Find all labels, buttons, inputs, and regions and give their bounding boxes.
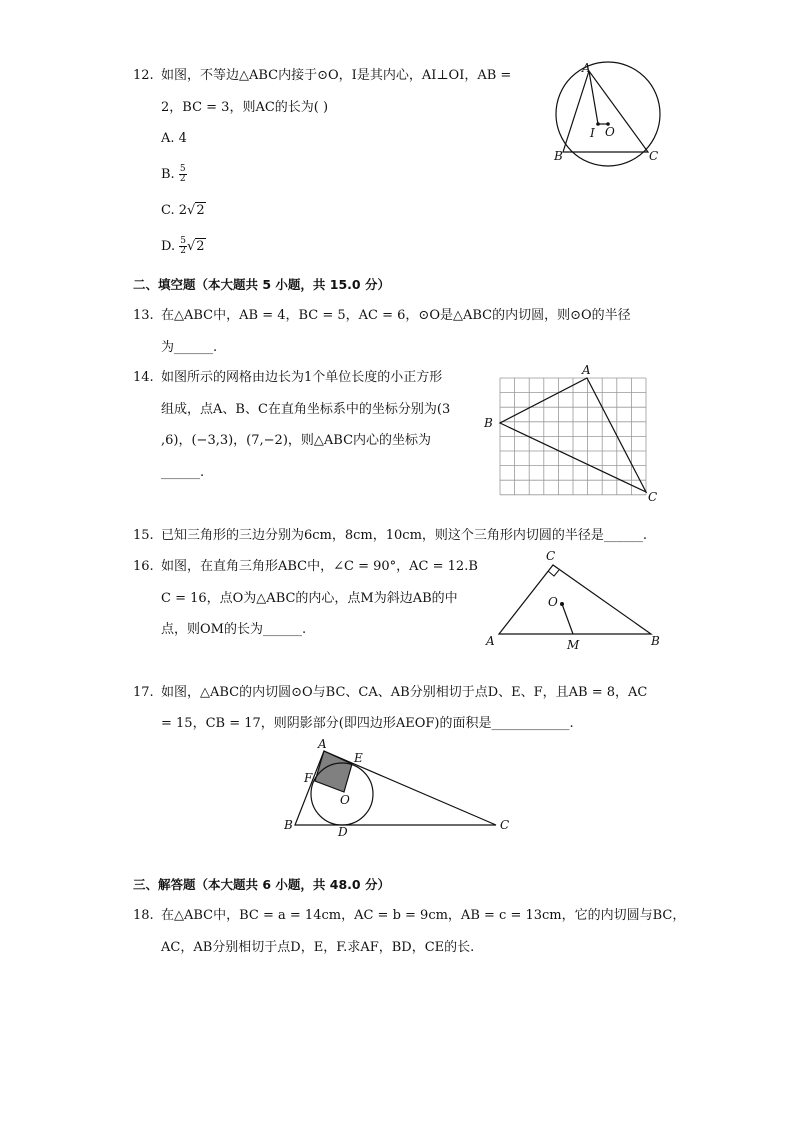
label-a: A: [582, 363, 591, 377]
label-b: B: [554, 149, 563, 163]
q17-line2: = 15，CB = 17，则阴影部分(即四边形AEOF)的面积是____________.: [161, 716, 574, 731]
q13-number: 13.: [133, 308, 154, 323]
q14-figure: [480, 362, 665, 504]
q17-number: 17.: [133, 685, 154, 700]
q12-option-b-fraction: $\frac{5}{2}$: [179, 164, 186, 184]
point-i: [596, 122, 600, 126]
q13-line2: 为______.: [161, 340, 218, 355]
q18-line2: AC，AB分别相切于点D，E，F.求AF，BD，CE的长.: [161, 940, 475, 955]
q16-line2: C = 16，点O为△ABC的内心，点M为斜边AB的中: [161, 591, 458, 606]
q15-line1: 已知三角形的三边分别为6cm，8cm，10cm，则这个三角形内切圆的半径是______.: [161, 528, 648, 543]
q14-line3: ,6)，(−3,3)，(7,−2)，则△ABC内心的坐标为: [161, 433, 432, 448]
q16-line1: 如图，在直角三角形ABC中，∠C = 90°，AC = 12.B: [161, 559, 478, 574]
q16-figure: [480, 545, 665, 655]
label-c: C: [500, 818, 510, 832]
label-e: E: [354, 751, 363, 765]
q12-option-b: [161, 165, 187, 185]
q12-option-d-radicand: 2: [196, 239, 205, 254]
q12-option-d: [161, 237, 206, 257]
q12-option-b-label: B.: [161, 167, 175, 182]
q12-figure: [548, 58, 678, 170]
q12-line1: 如图，不等边△ABC内接于⊙O，I是其内心，AI⊥OI，AB =: [161, 68, 512, 83]
label-b: B: [284, 818, 293, 832]
label-a: A: [486, 634, 495, 648]
q17-figure: [280, 736, 520, 840]
q14-number: 14.: [133, 370, 154, 385]
q12-option-d-fraction: $\frac{5}{2}$: [180, 236, 186, 256]
q12-number: 12.: [133, 68, 154, 83]
section2-title: 二、填空题（本大题共 5 小题，共 15.0 分）: [133, 277, 390, 292]
circumcircle: [556, 62, 660, 166]
label-c: C: [649, 149, 659, 163]
q15-number: 15.: [133, 528, 154, 543]
label-b: B: [651, 634, 660, 648]
label-o: O: [605, 125, 615, 139]
q12-option-d-label: D.: [161, 239, 176, 254]
q13-line1: 在△ABC中，AB = 4，BC = 5，AC = 6，⊙O是△ABC的内切圆，则⊙O的半径: [161, 308, 631, 323]
q18-number: 18.: [133, 908, 154, 923]
label-f: F: [304, 771, 313, 785]
label-b: B: [484, 416, 493, 430]
q12-option-a: A. 4: [161, 131, 187, 146]
q18-line1: 在△ABC中，BC = a = 14cm，AC = b = 9cm，AB = c = 13cm，它的内切圆与BC，: [161, 908, 686, 923]
q12-option-c-radicand: 2: [196, 203, 205, 218]
triangle-abc: [563, 71, 648, 152]
segment-ai: [589, 71, 598, 124]
label-o: O: [340, 793, 350, 807]
sqrt-sign: √: [187, 203, 196, 218]
q17-line1: 如图，△ABC的内切圆⊙O与BC、CA、AB分别相切于点D、E、F，且AB = 8，AC: [161, 685, 648, 700]
label-c: C: [546, 549, 556, 563]
q16-number: 16.: [133, 559, 154, 574]
segment-om: [562, 604, 573, 634]
label-a: A: [582, 61, 591, 75]
label-o: O: [548, 595, 558, 609]
q14-line4: ______.: [161, 465, 205, 480]
q14-line2: 组成，点A、B、C在直角坐标系中的坐标分别为(3: [161, 402, 451, 417]
label-m: M: [567, 638, 580, 652]
sqrt-sign: √: [186, 239, 196, 254]
point-o: [560, 602, 564, 606]
q12-option-c: [161, 201, 206, 221]
section3-title: 三、解答题（本大题共 6 小题，共 48.0 分）: [133, 877, 390, 892]
q16-line3: 点，则OM的长为______.: [161, 622, 307, 637]
q12-line2: 2，BC = 3，则AC的长为( ): [161, 100, 329, 115]
label-a: A: [318, 737, 327, 751]
q14-line1: 如图所示的网格由边长为1个单位长度的小正方形: [161, 370, 443, 385]
label-d: D: [338, 825, 348, 839]
label-i: I: [590, 126, 595, 140]
label-c: C: [648, 490, 658, 504]
q12-option-c-label: C. 2: [161, 203, 188, 218]
grid: [500, 378, 646, 495]
triangle-abc: [499, 565, 651, 634]
right-angle-mark: [548, 570, 559, 576]
